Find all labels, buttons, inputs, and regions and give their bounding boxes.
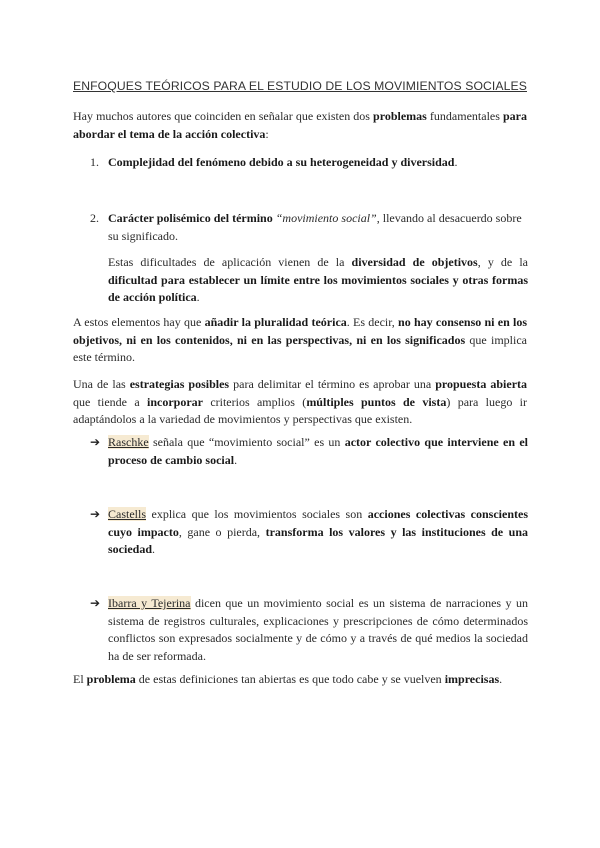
plurality-text-2: . Es decir,	[346, 315, 399, 329]
strategy-text-4: criterios amplios (	[202, 394, 307, 409]
intro-bold-1: problemas	[373, 109, 427, 123]
difficulties-text-1: Estas dificultades de aplicación vienen de la	[108, 255, 352, 269]
strategy-text-1: Una de las	[73, 377, 130, 391]
author-raschke-text-1: señala que “movimiento social” es un	[148, 435, 345, 449]
author-castells-bold-1: acciones colectivas conscientes cuyo impacto	[108, 507, 528, 539]
strategy-bold-4: múltiples puntos de vista	[306, 394, 447, 409]
author-ibarra-text-1: dicen que un movimiento social es un sistema de narraciones y un sistema de registros culturales, explicaciones y prescripciones de cómo determinados conflictos son expresados socialmente y de cómo y a través de qué medios la sociedad ha de ser reformada.	[108, 596, 529, 663]
intro-text-3: :	[265, 126, 269, 141]
strategy-text-2: para delimitar el término es aprobar una	[229, 377, 436, 391]
intro-text-1: Hay muchos autores que coinciden en señalar que existen dos	[73, 109, 374, 123]
intro-text-2: fundamentales	[426, 109, 503, 123]
arrow-bullet-icon: ➔	[90, 435, 101, 449]
author-castells-text-3: .	[152, 542, 156, 556]
author-castells-text-1: explica que los movimientos sociales son	[146, 507, 368, 521]
intro-bold-2: para abordar el tema de la acción colectiva	[73, 109, 527, 141]
conclusion-text-3: .	[499, 672, 503, 686]
strategy-bold-3: incorporar	[146, 394, 203, 409]
list-item-2-text: , llevando al desacuerdo sobre su significado.	[108, 211, 522, 243]
plurality-text-1: A estos elementos hay que	[73, 315, 205, 329]
difficulties-text-2: , y de la	[477, 255, 528, 269]
author-item-ibarra-tejerina	[108, 595, 528, 665]
author-castells-bold-2: transforma los valores y las instituciones de una sociedad	[108, 524, 529, 556]
plurality-bold-1: añadir la pluralidad teórica	[204, 315, 347, 329]
conclusion-bold-1: problema	[86, 672, 136, 686]
author-name-raschke: Raschke	[108, 435, 149, 449]
difficulties-text-3: .	[196, 290, 200, 304]
list-item-2	[108, 210, 528, 245]
list-item-1-text: .	[454, 155, 458, 169]
author-item-castells	[108, 506, 528, 559]
conclusion-bold-2: imprecisas	[444, 672, 500, 686]
author-name-castells: Castells	[108, 507, 146, 521]
author-castells-text-2: , gane o pierda,	[178, 524, 266, 539]
strategy-text-3: que tiende a	[73, 394, 147, 409]
list-number-1: 1.	[90, 155, 99, 169]
strategy-bold-2: propuesta abierta	[435, 377, 528, 391]
strategy-paragraph	[73, 376, 527, 429]
difficulties-paragraph	[108, 254, 528, 307]
list-item-1-bold: Complejidad del fenómeno debido a su heterogeneidad y diversidad	[108, 155, 455, 169]
strategy-bold-1: estrategias posibles	[129, 377, 230, 391]
conclusion-text-2: de estas definiciones tan abiertas es que todo cabe y se vuelven	[135, 672, 445, 686]
author-item-raschke	[108, 434, 528, 469]
document-title: ENFOQUES TEÓRICOS PARA EL ESTUDIO DE LOS MOVIMIENTOS SOCIALES	[73, 79, 527, 93]
author-raschke-text-2: .	[234, 452, 238, 467]
strategy-text-5: ) para luego ir adaptándolos a la variedad de movimientos y perspectivas que existen.	[73, 394, 528, 426]
list-item-2-bold: Carácter polisémico del término	[108, 211, 276, 225]
arrow-bullet-icon: ➔	[90, 507, 101, 521]
author-name-ibarra-tejerina: Ibarra y Tejerina	[108, 596, 191, 610]
difficulties-bold-2: dificultad para establecer un límite entre los movimientos sociales y otras formas de acción política	[108, 272, 528, 304]
list-number-2: 2.	[90, 211, 99, 225]
plurality-bold-2: no hay consenso ni en los objetivos, ni en los contenidos, ni en las perspectivas, ni en los significados	[73, 315, 527, 347]
plurality-text-3: que implica este término.	[73, 332, 527, 364]
author-raschke-bold-1: actor colectivo que interviene en el proceso de cambio social	[108, 435, 528, 467]
list-item-1	[108, 154, 528, 172]
intro-paragraph	[73, 108, 527, 143]
difficulties-bold-1: diversidad de objetivos	[351, 255, 478, 269]
conclusion-text-1: El	[73, 672, 87, 686]
conclusion-paragraph	[73, 671, 527, 689]
list-item-2-italic: “movimiento social”	[275, 211, 377, 225]
arrow-bullet-icon: ➔	[90, 596, 101, 610]
plurality-paragraph	[73, 314, 527, 367]
